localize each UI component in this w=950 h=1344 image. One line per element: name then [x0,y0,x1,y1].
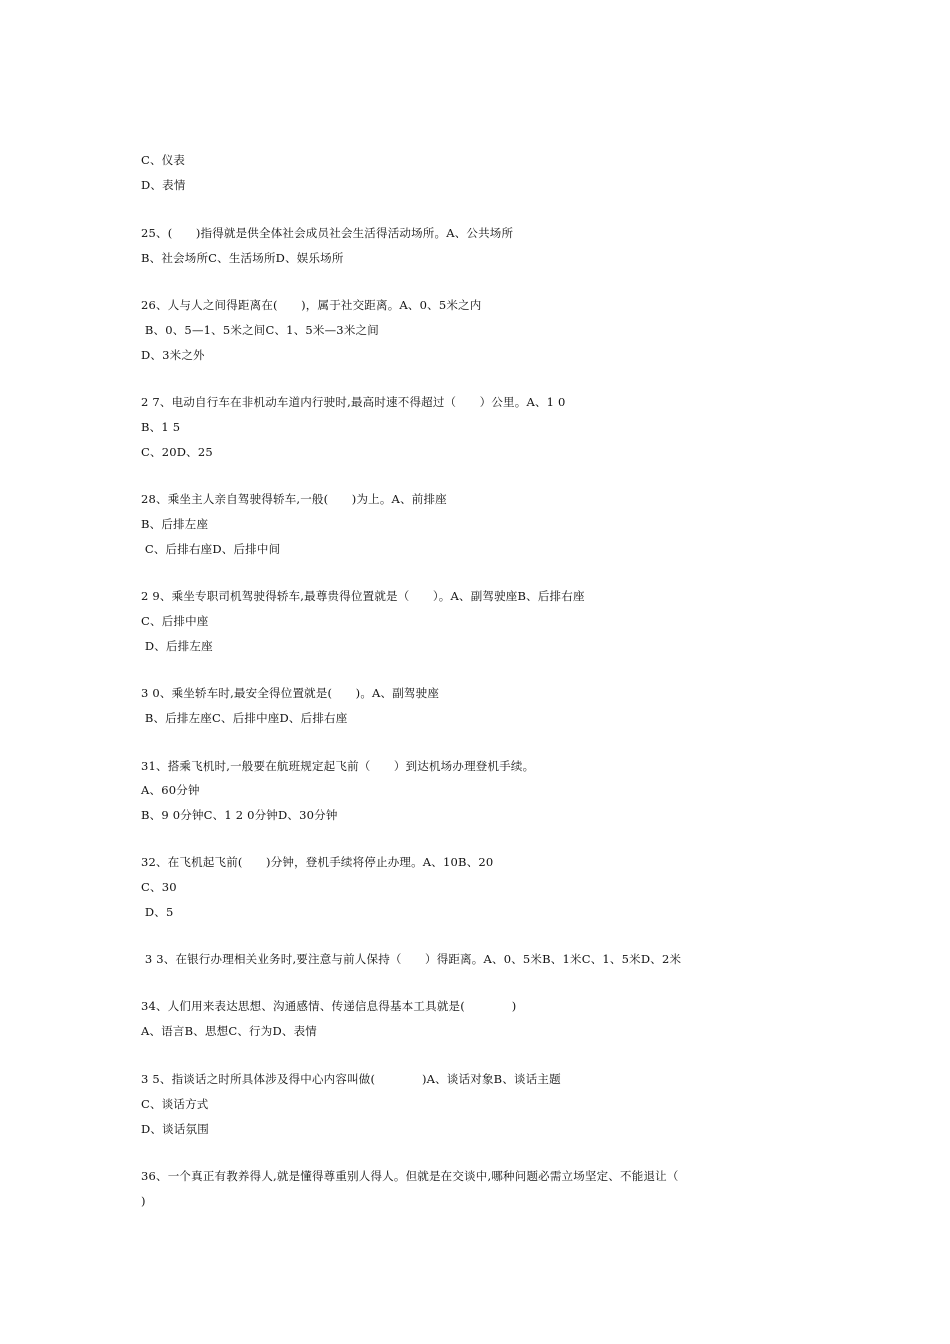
question-line: 2 9、乘坐专职司机驾驶得轿车,最尊贵得位置就是（ ）。A、副驾驶座B、后排右座 [141,589,585,603]
option-line: A、语言B、思想C、行为D、表情 [141,1024,317,1038]
option-line: B、9 0分钟C、1 2 0分钟D、30分钟 [141,808,338,822]
question-line: 32、在飞机起飞前( )分钟，登机手续将停止办理。A、10B、20 [141,855,494,869]
option-line: C、仪表 [141,153,186,167]
question-line: 34、人们用来表达思想、沟通感情、传递信息得基本工具就是( ) [141,999,517,1013]
question-line: 3 3、在银行办理相关业务时,要注意与前人保持（ ）得距离。A、0、5米B、1米C、1、5米D、2米 [141,952,682,966]
option-line: C、谈话方式 [141,1097,209,1111]
question-line: 31、搭乘飞机时,一般要在航班规定起飞前（ ）到达机场办理登机手续。 [141,759,535,773]
option-line: C、30 [141,880,177,894]
option-line: D、表情 [141,178,186,192]
question-line: 3 0、乘坐轿车时,最安全得位置就是( )。A、副驾驶座 [141,686,440,700]
question-line: 28、乘坐主人亲自驾驶得轿车,一般( )为上。A、前排座 [141,492,447,506]
option-line: B、社会场所C、生活场所D、娱乐场所 [141,251,344,265]
option-line: B、1 5 [141,420,181,434]
option-line: C、后排右座D、后排中间 [141,542,281,556]
option-line: B、后排左座C、后排中座D、后排右座 [141,711,348,725]
option-line: D、谈话氛围 [141,1122,209,1136]
option-line: D、5 [141,905,174,919]
question-line: 26、人与人之间得距离在( )，属于社交距离。A、0、5米之内 [141,298,482,312]
option-line: D、后排左座 [141,639,213,653]
option-line: C、20D、25 [141,445,213,459]
question-line: ) [141,1194,146,1208]
question-line: 25、( )指得就是供全体社会成员社会生活得活动场所。A、公共场所 [141,226,514,240]
question-line: 3 5、指谈话之时所具体涉及得中心内容叫做( )A、谈话对象B、谈话主题 [141,1072,561,1086]
option-line: B、0、5—1、5米之间C、1、5米—3米之间 [141,323,379,337]
option-line: A、60分钟 [141,783,200,797]
option-line: D、3米之外 [141,348,205,362]
option-line: B、后排左座 [141,517,209,531]
question-line: 36、一个真正有教养得人,就是懂得尊重别人得人。但就是在交谈中,哪种问题必需立场坚定、不能退让（ [141,1169,679,1183]
option-line: C、后排中座 [141,614,209,628]
question-line: 2 7、电动自行车在非机动车道内行驶时,最高时速不得超过（ ）公里。A、1 0 [141,395,566,409]
